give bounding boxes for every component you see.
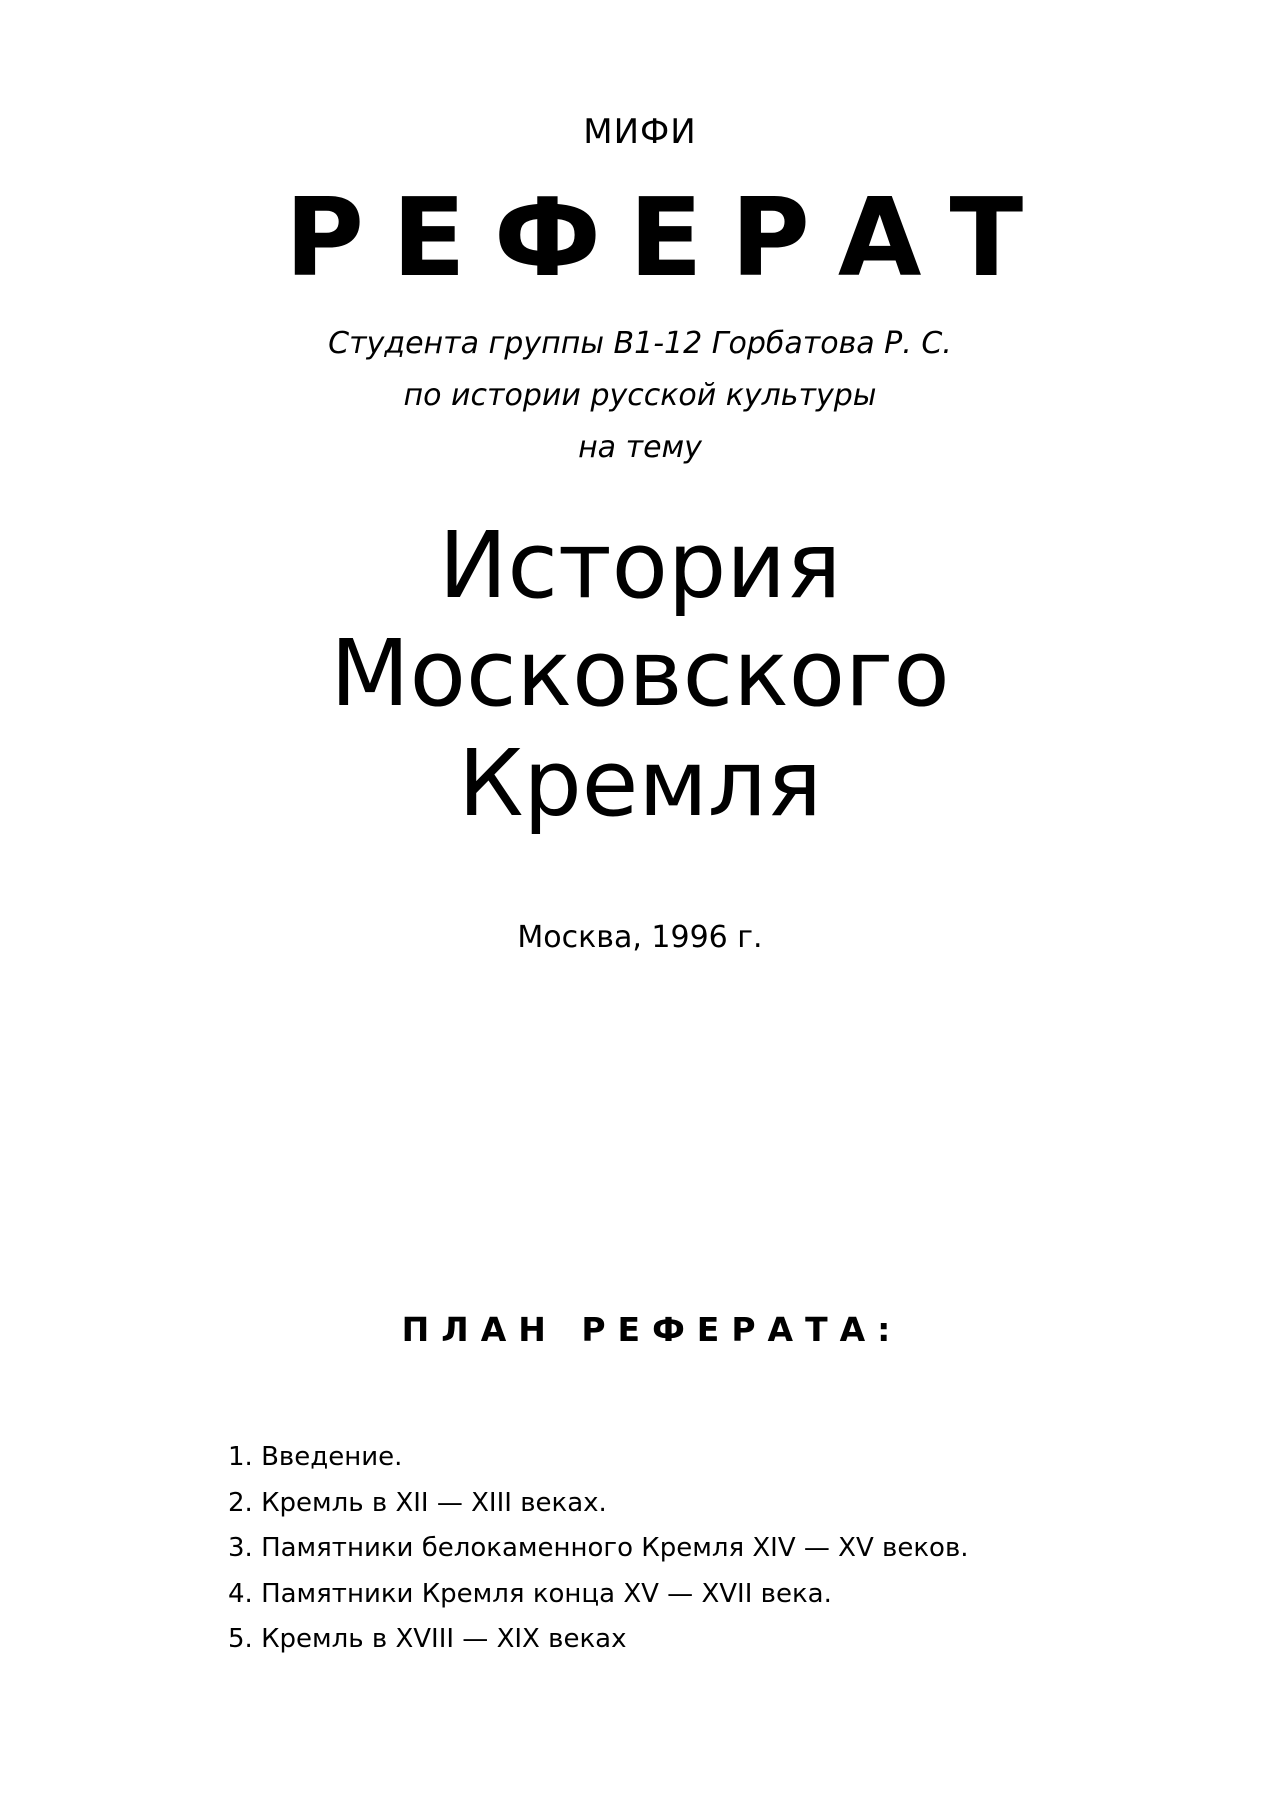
- plan-item: 2. Кремль в XII — XIII веках.: [228, 1487, 607, 1518]
- plan-item: 5. Кремль в XVIII — XIX веках: [228, 1624, 627, 1654]
- plan-list: [228, 1440, 969, 1668]
- document-type-heading: РЕФЕРАТ: [284, 176, 1052, 301]
- plan-item: 1. Введение.: [228, 1442, 403, 1472]
- plan-item: 4. Памятники Кремля конца XV — XVII века.: [228, 1578, 832, 1609]
- topic-title-line-1: История: [438, 512, 842, 619]
- topic-title-line-2: Московского: [330, 620, 950, 727]
- place-and-date: Москва, 1996 г.: [517, 920, 763, 955]
- institution-name: МИФИ: [583, 112, 697, 152]
- author-line: Студента группы В1-12 Горбатова Р. С.: [328, 326, 952, 361]
- plan-item: 3. Памятники белокаменного Кремля XIV — XV веков.: [228, 1533, 969, 1563]
- topic-intro-line: на тему: [578, 430, 702, 465]
- topic-title-line-3: Кремля: [458, 730, 822, 837]
- subject-line: по истории русской культуры: [403, 378, 877, 413]
- plan-heading: ПЛАН РЕФЕРАТА:: [401, 1310, 903, 1349]
